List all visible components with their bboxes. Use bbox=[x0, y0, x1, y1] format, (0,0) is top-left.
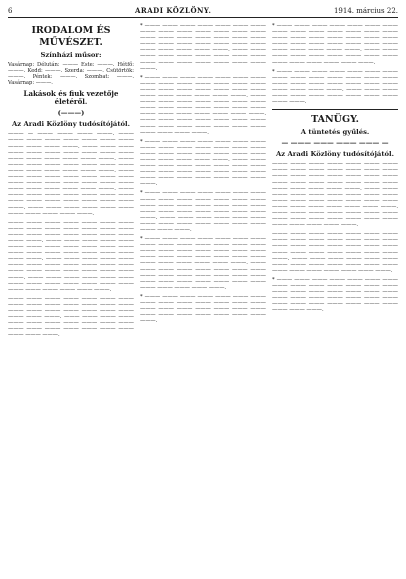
article-paragraph-1: ——— ——— ——— ——— ——— ——— ——— ——— ——— ——— ——— ——— ——— ——— ——— ——— ——— ——— ——— ——— ——— ——— ——— ——— ——— ——— ——— ——— ——— ——— ——— ——— ———. ——— ——— ——— ——— ——— ——— ——— ——— ——— ——— ——— ——— ——— ——— ——— ——— ——— ——— ——— ——— ——— ——— ———. ——— ——— ——— ——— ——— ——— ——— ——— ——— ——— ——— ——— ——— ——— ——— ——— ——— ——— ———. bbox=[272, 161, 398, 229]
news-item-2: * ——— ——— ——— ——— ——— ——— ——— ——— ——— ——— ——— ——— ——— ——— ——— ——— ——— ——— ——— ——— ——— ——— ——— ——— ——— ——— ———. ——— ——— ——— ——— ——— ——— ——— ——— ——— ——— ——— ——— ——— ——— ——— ——— ——— ——— ——— ——— ——— ———. ——— ——— ——— ——— ——— ——— ——— ——— ——— ——— ——— ——— ——— ——— ——— ——— ——— ———. bbox=[140, 74, 266, 136]
news-item-3: * ——— ——— ——— ——— ——— ——— ——— ——— ——— ——— ——— ——— ——— ——— ——— ——— ——— ——— ——— ——— ——— ——— ——— ——— ——— ———. ——— ——— ——— ——— ——— ——— ——— ——— ——— ——— ——— ——— ——— ——— ——— ——— ——— ——— ——— ——— ——— ——— ——— ———. bbox=[140, 138, 266, 188]
news-item-4: * ——— ——— ——— ——— ——— ——— ——— ——— ——— ——— ——— ——— ——— ——— ——— ——— ——— ——— ——— ——— ——— ——— ——— ——— ——— ——— ——— ——— ———. ——— ——— ——— ——— ——— ——— ——— ——— ——— ——— ——— ——— ——— ——— ——— ———. bbox=[140, 190, 266, 233]
article-paragraph-2: ——— ——— ——— ——— ——— ——— ——— ——— ——— ——— ——— ——— ——— ——— ——— ——— ——— ——— ——— ——— ——— ——— ———. ——— ——— ——— ——— ——— ——— ——— ——— ——— ——— ——— ——— ——— ——— ——— ——— ——— ——— ——— ——— ———. ——— ——— ——— ——— ——— ——— ——— ——— ——— ——— ——— ——— ——— ——— ——— ——— ——— ——— ——— ———. ——— ——— ——— ——— ——— ——— ——— ——— ——— ——— ——— ——— ——— ——— ——— ——— ——— ——— ———. bbox=[8, 219, 134, 293]
divider bbox=[272, 109, 398, 110]
news-item-5: * ——— ——— ——— ——— ——— ——— ——— ——— ——— ——— ——— ——— ——— ——— ——— ——— ——— ——— ——— ——— ——— ——— ——— ——— ——— ——— ——— ——— ——— ——— ——— ——— ——— ———. ——— ——— ——— ——— ——— ——— ——— ——— ——— ——— ——— ——— ——— ——— ——— ——— ——— ——— ——— ——— ——— ——— ——— ——— ——— ——— ———. bbox=[140, 236, 266, 291]
column-2 bbox=[140, 23, 266, 573]
columns bbox=[8, 23, 398, 573]
masthead: ARADI KÖZLÖNY. bbox=[134, 6, 212, 15]
theatre-program-text: Vasárnap: Délután: ——— Este: ———. Hétfő: ———. Kedd: ———. Szerda: ———. Csütörtök: ———. Péntek: ———. Szombat: ———. Vasárnap: ———. bbox=[8, 62, 134, 87]
theatre-program-heading: Színházi műsor: bbox=[40, 51, 102, 59]
article-paragraph-1: ——— — ——— ——— ——— ———. ——— ——— ——— ——— ——— ——— ——— ——— ——— ——— ——— ———. ——— ——— ——— ——— ——— ——— ——— ——— ——— ——— ——— ——— ——— ——— ——— ———. ——— ——— ——— ——— ——— ——— ——— ——— ——— ——— ——— ——— ——— ———. ——— ——— ——— ——— ——— ——— ——— ——— ——— ——— ——— ——— ——— ——— ——— ——— ——— ——— ——— ——— ———. ——— ——— ——— ——— ——— ——— ——— ——— ——— ——— ——— ——— ——— ——— ——— ———. ——— ——— ——— ——— ——— ——— ——— ——— ——— ——— ———. bbox=[8, 131, 134, 217]
article-subtitle: (———) bbox=[57, 109, 85, 118]
section-title-irodalom: IRODALOM ÉS MŰVÉSZET. bbox=[31, 25, 111, 48]
section-title-tanugy: TANÜGY. bbox=[311, 114, 359, 126]
article-byline: Az Aradi Közlöny tudósítójától. bbox=[12, 120, 130, 129]
news-item-6: * ——— ——— ——— ——— ——— ——— ——— ——— ——— ——— ——— ——— ——— ——— ——— ——— ——— ——— ——— ——— ——— ——— ——— ——— ——— ——— ——— ——— ———. bbox=[140, 293, 266, 325]
news-item-9: * ——— ——— ——— ——— ——— ——— ——— ——— ——— ——— ——— ——— ——— ——— ——— ——— ——— ——— ——— ——— ——— ——— ——— ——— ——— ——— ——— ——— ——— ——— ——— ——— ——— ——— ——— ——— ——— ———. bbox=[272, 276, 398, 314]
column-3 bbox=[272, 23, 398, 573]
news-item-1: * ——— ——— ——— ——— ——— ——— ——— ——— ——— ——— ——— ——— ——— ——— ——— ——— ——— ——— ——— ——— ——— ——— ——— ——— ——— ——— ——— ——— ——— ——— ——— ——— ———. ——— ——— ——— ——— ——— ——— ——— ——— ——— ——— ——— ——— ——— ——— ——— ——— ———. bbox=[140, 23, 266, 72]
article-title: A tüntetés gyűlés. bbox=[300, 128, 370, 137]
article-byline: Az Aradi Közlöny tudósítójától. bbox=[276, 150, 394, 159]
news-item-7: * ——— ——— ——— ——— ——— ——— ——— ——— ——— ——— ——— ——— ——— ——— ——— ——— ——— ——— ——— ——— ——— ——— ——— ——— ——— ——— ——— ——— ——— ——— ——— ——— ———. ——— ——— ——— ——— ——— ——— ——— ——— ——— ——— ——— ——— ——— ——— ———. bbox=[272, 23, 398, 66]
page-number: 6 bbox=[8, 7, 13, 15]
page-header bbox=[8, 6, 398, 18]
article-paragraph-3: ——— ——— ——— ——— ——— ——— ——— ——— ——— ——— ——— ——— ——— ——— ——— ——— ——— ——— ——— ——— ——— ——— ——— ———. ——— ——— ——— ——— ——— ——— ——— ——— ——— ——— ——— ——— ——— ——— ——— ——— ——— ——— ——— ——— ———. bbox=[8, 295, 134, 339]
issue-date: 1914. március 22. bbox=[333, 7, 398, 15]
news-item-8: * ——— ——— ——— ——— ——— ——— ——— ——— ——— ——— ——— ——— ——— ——— ——— ——— ——— ——— ——— ——— ——— ——— ——— ——— ———. ——— ——— ——— ——— ——— ——— ——— ——— ——— ——— ——— ———. bbox=[272, 68, 398, 106]
article-paragraph-2: ——— ——— ——— ——— ——— ——— ——— ——— ——— ——— ——— ——— ——— ——— ——— ——— ——— ——— ——— ——— ——— ——— ——— ——— ——— ——— ——— ——— ———. ——— ——— ——— ——— ——— ——— ——— ——— ——— ——— ——— ——— ——— ——— ——— ——— ——— ——— ——— ———. bbox=[272, 231, 398, 274]
article-subtitle: — ——— ——— ——— ——— — bbox=[281, 139, 389, 148]
article-title: Lakások és fiuk vezetője életéről. bbox=[23, 89, 119, 107]
column-1 bbox=[8, 23, 134, 573]
